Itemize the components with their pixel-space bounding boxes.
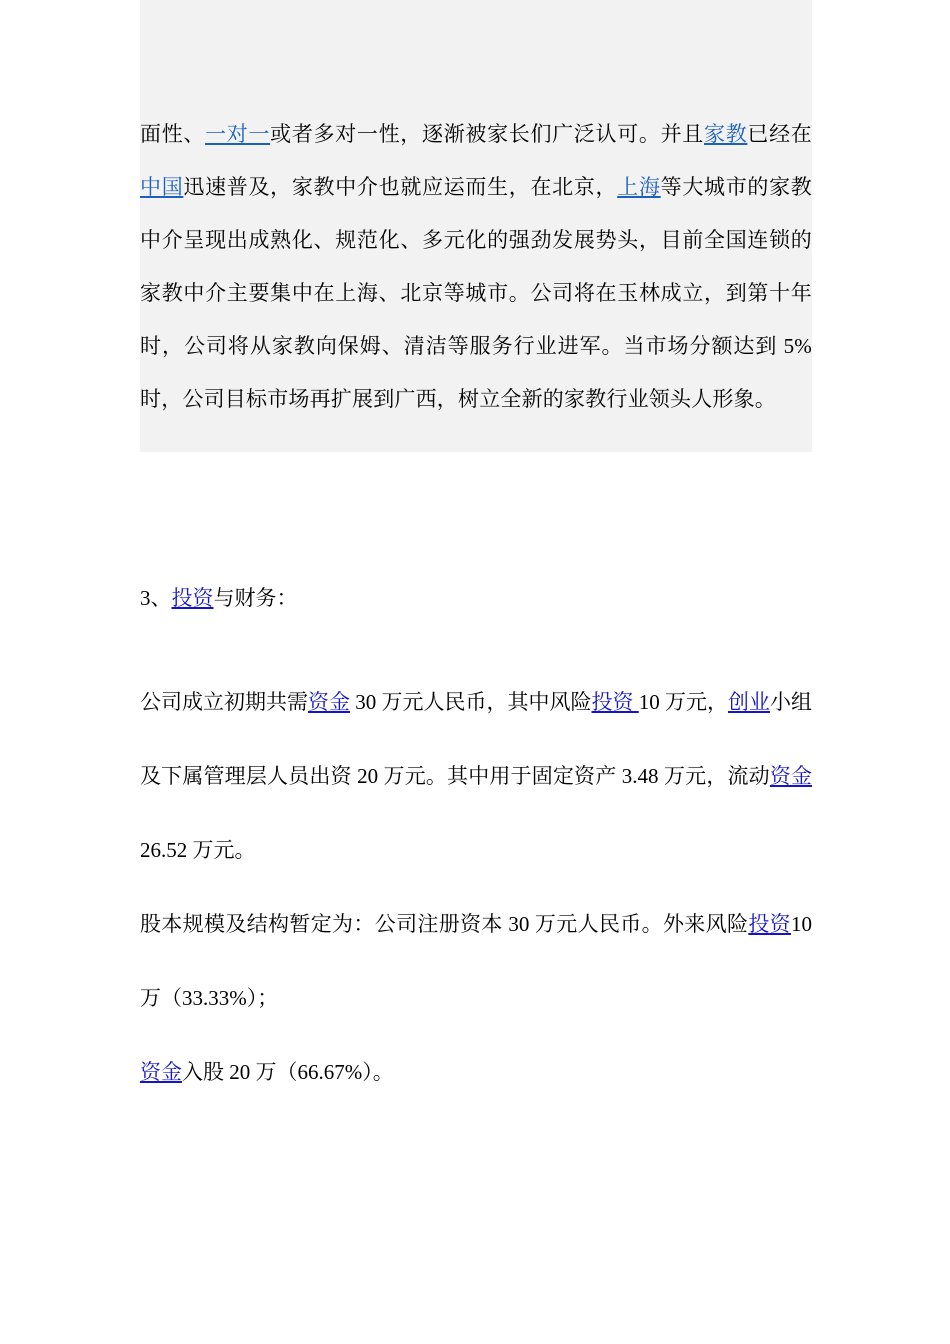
inline-link[interactable]: 投资 [171,586,214,610]
inline-link[interactable]: 资金 [308,690,350,714]
inline-link[interactable]: 投资 [591,690,639,714]
paragraph-startup-funding [140,665,812,887]
text-run: 10 万（33.33%）； [140,912,813,1010]
text-run: 迅速普及，家教中介也就应运而生，在北京， [183,175,618,199]
text-run: 3、 [140,586,172,610]
text-run: 10 万元， [638,690,728,714]
text-run: 等大城市的家教中介呈现出成熟化、规范化、多元化的强劲发展势头，目前全国连锁的家教中介主要集中在上海、北京等城市。公司将在玉林成立，到第十年时，公司将从家教向保姆、清洁等服务行业进军。当市场分额达到 5%时，公司目标市场再扩展到广西，树立全新的家教行业领头人形象。 [140,175,812,411]
paragraph-market-analysis [140,108,812,426]
text-run: 已经在 [747,122,812,146]
section-heading-investment-finance [140,572,812,625]
inline-link[interactable]: 资金 [769,764,812,788]
paragraph-equity-structure [140,887,812,1035]
text-run: 面性、 [140,122,206,146]
highlighted-text-block [140,0,812,452]
inline-link[interactable]: 创业 [728,690,770,714]
inline-link[interactable]: 中国 [140,175,184,199]
text-run: 小组及下属管理层人员出资 20 万元。其中用于固定资产 3.48 万元，流动 [140,690,812,788]
text-run: 股本规模及结构暂定为：公司注册资本 30 万元人民币。外来风险 [140,912,749,936]
inline-link[interactable]: 一对一 [205,122,271,146]
inline-link[interactable]: 家教 [704,122,748,146]
text-run: 30 万元人民币，其中风险 [350,690,592,714]
text-run: 入股 20 万（66.67%）。 [182,1060,394,1084]
vertical-spacer-2 [140,625,812,665]
inline-link[interactable]: 投资 [748,912,792,936]
inline-link[interactable]: 资金 [140,1060,182,1084]
text-run: 与财务： [213,586,298,610]
paragraph-capital-shares [140,1035,812,1109]
inline-link[interactable]: 上海 [617,175,661,199]
text-run: 公司成立初期共需 [140,690,308,714]
text-run: 或者多对一性，逐渐被家长们广泛认可。并且 [270,122,704,146]
vertical-spacer [140,452,812,572]
text-run: 26.52 万元。 [140,838,256,862]
document-content [140,0,812,1109]
